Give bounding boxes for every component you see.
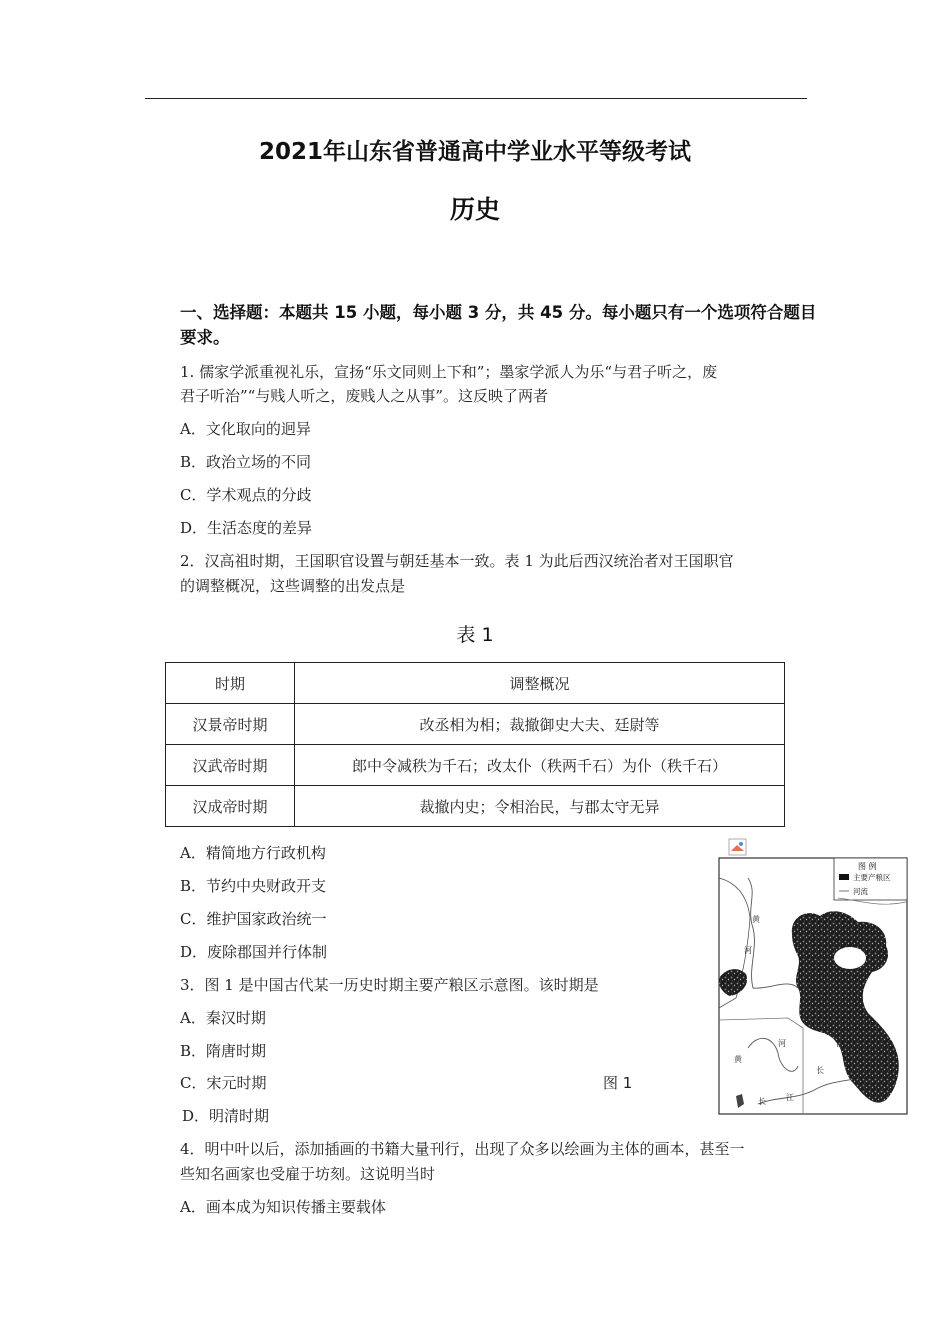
table-caption: 表 1 [456, 624, 494, 646]
q2-option-d: D．废除郡国并行体制 [180, 943, 328, 961]
q2-option-c: C．维护国家政治统一 [180, 910, 327, 928]
table-cell: 改丞相为相；裁撤御史大夫、廷尉等 [295, 704, 785, 745]
table-cell: 汉景帝时期 [166, 704, 295, 745]
map-label: 长 [816, 1066, 824, 1075]
legend-title: 图 例 [858, 862, 877, 871]
q3-stem: 3．图 1 是中国古代某一历史时期主要产粮区示意图。该时期是 [180, 976, 599, 994]
q2-option-a: A．精简地方行政机构 [180, 844, 326, 862]
q3-option-b: B．隋唐时期 [180, 1042, 267, 1060]
legend-river-label: 河流 [853, 887, 868, 896]
table-header-cell: 调整概况 [295, 663, 785, 704]
officials-table [165, 662, 785, 827]
map-label: 江 [836, 1039, 844, 1048]
inner-lake-gap [834, 947, 866, 969]
table-header-row [166, 663, 785, 704]
exam-title: 2021年山东省普通高中学业水平等级考试 [258, 139, 691, 165]
q1-option-a: A．文化取向的迥异 [180, 420, 311, 438]
table-row [166, 704, 785, 745]
table-header-cell: 时期 [166, 663, 295, 704]
table-row [166, 745, 785, 786]
legend-grain-label: 主要产粮区 [853, 873, 891, 882]
grain-region-map [718, 838, 908, 1116]
table-row [166, 786, 785, 827]
q2-stem-line1: 2．汉高祖时期，王国职官设置与朝廷基本一致。表 1 为此后西汉统治者对王国职官 [180, 552, 734, 570]
figure-label: 图 1 [603, 1074, 633, 1092]
table-cell: 汉武帝时期 [166, 745, 295, 786]
map-legend [834, 858, 907, 900]
q2-option-b: B．节约中央财政开支 [180, 877, 327, 895]
table-cell: 郎中令减秩为千石；改太仆（秩两千石）为仆（秩千石） [295, 745, 785, 786]
q3-option-c: C．宋元时期 [180, 1074, 267, 1092]
q4-option-a: A．画本成为知识传播主要载体 [180, 1198, 386, 1216]
table-cell: 汉成帝时期 [166, 786, 295, 827]
q1-stem-line2: 君子听治”“与贱人听之，废贱人之从事”。这反映了两者 [180, 387, 549, 405]
table-cell: 裁撤内史；令相治民，与郡太守无异 [295, 786, 785, 827]
section-heading: 一、选择题：本题共 15 小题，每小题 3 分，共 45 分。每小题只有一个选项符合题目要求。 [180, 303, 817, 347]
top-rule [145, 98, 807, 99]
map-label: 长 [758, 1097, 766, 1106]
q1-option-b: B．政治立场的不同 [180, 453, 312, 471]
q1-option-d: D．生活态度的差异 [180, 519, 313, 537]
map-label: 黄 [734, 1055, 742, 1064]
map-label: 河 [744, 946, 752, 955]
q4-stem-line1: 4．明中叶以后，添加插画的书籍大量刊行，出现了众多以绘画为主体的画本，甚至一 [180, 1140, 745, 1158]
q3-option-d: D．明清时期 [182, 1107, 270, 1125]
q4-stem-line2: 些知名画家也受雇于坊刻。这说明当时 [180, 1165, 436, 1183]
legend-grain-swatch [839, 874, 849, 880]
map-label: 河 [778, 1039, 786, 1048]
subject-title: 历史 [449, 195, 500, 224]
map-label: 江 [786, 1093, 794, 1102]
q1-option-c: C．学术观点的分歧 [180, 486, 312, 504]
broken-image-icon [729, 839, 746, 855]
map-label: 黄 [752, 915, 760, 924]
q2-stem-line2: 的调整概况，这些调整的出发点是 [180, 577, 406, 595]
q3-option-a: A．秦汉时期 [180, 1009, 266, 1027]
q1-stem-line1: 1. 儒家学派重视礼乐，宣扬“乐文同则上下和”；墨家学派人为乐“与君子听之，废 [180, 363, 718, 381]
